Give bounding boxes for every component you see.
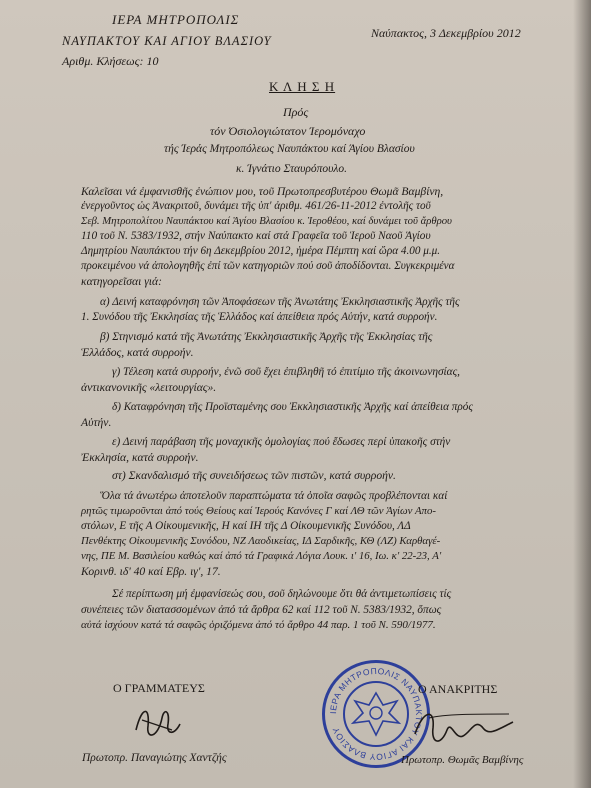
charge-a-line: 1. Συνόδου τῆς Ἐκκλησίας τῆς Ἑλλάδος καί ἀπείθεια πρός Αὐτήν, κατά συρροήν.: [81, 311, 438, 323]
protocol-number: Αριθμ. Κλήσεως: 10: [62, 54, 159, 68]
absence-line: αὐτά ἰσχύουν κατά τά σαφῶς ὁριζόμενα ἀπό τό ἄρθρο 44 παρ. 1 τοῦ Ν. 590/1977.: [81, 619, 436, 631]
law-line: ρητῶς τιμωροῦνται ἀπό τούς Θείους καί Ἱερούς Κανόνες Γ καί ΛΘ τῶν Ἁγίων Απο-: [81, 505, 436, 517]
intro-line: κατηγορεῖσαι γιά:: [81, 275, 162, 288]
stamp-emblem: [343, 681, 409, 747]
charge-e-line: Ἐκκλησία, κατά συρροήν.: [81, 451, 199, 464]
secretary-title: Ο ΓΡΑΜΜΑΤΕΥΣ: [113, 681, 205, 695]
charge-f-line: στ) Σκανδαλισμό τῆς συνειδήσεως τῶν πιστῶν, κατά συρροήν.: [112, 469, 396, 482]
charge-b-line: β) Στηνισμό κατά τῆς Ἀνωτάτης Ἐκκλησιαστικῆς Ἀρχῆς τῆς Ἐκκλησίας τῆς: [100, 331, 433, 343]
law-line: νης, ΠΕ Μ. Βασιλείου καθώς καί ἀπό τά Γραφικά Λόγια Λουκ. ι' 16, Ιω. κ' 22-23, Α': [81, 550, 442, 562]
investigator-name: Πρωτοπρ. Θωμᾶς Βαμβίνης: [401, 754, 524, 766]
recipient-line-1: τόν Όσιολογιώτατον Ίερομόναχο: [210, 124, 366, 138]
org-line-1: ΙΕΡΑ ΜΗΤΡΟΠΟΛΙΣ: [112, 12, 240, 27]
org-line-2: ΝΑΥΠΑΚΤΟΥ ΚΑΙ ΑΓΙΟΥ ΒΛΑΣΙΟΥ: [62, 34, 272, 48]
charge-c-line: γ) Τέλεση κατά συρροήν, ἐνῶ σοῦ ἔχει ἐπιβληθῆ τό ἐπιτίμιο τῆς ἀκοινωνησίας,: [112, 366, 461, 378]
law-line: στόλων, Ε τῆς Α Οἰκουμενικῆς, Η καί ΙΗ τῆς Δ Οἰκουμενικῆς Συνόδου, ΛΔ: [81, 520, 411, 532]
law-line: Ὅλα τά ἀνωτέρω ἀποτελοῦν παραπτώματα τά ὁποῖα σαφῶς προβλέπονται καί: [100, 490, 448, 502]
recipient-line-2: τής Ίεράς Μητροπόλεως Ναυπάκτου καί Άγίου Βλασίου: [164, 143, 415, 155]
document-title: Κ Λ Η Σ Η: [269, 79, 336, 94]
page-shadow-edge: [573, 0, 591, 788]
intro-line: προκειμένου νά ἀπολογηθῆς ἐπί τῶν κατηγοριῶν πού σοῦ ἀποδίδονται. Συγκεκριμένα: [81, 260, 455, 272]
place-date: Ναύπακτος, 3 Δεκεμβρίου 2012: [371, 26, 521, 40]
charge-d-line: Αὐτήν.: [81, 416, 112, 429]
intro-line: Καλεῖσαι νά ἐμφανισθῆς ἐνώπιον μου, τοῦ Πρωτοπρεσβυτέρου Θωμᾶ Βαμβίνη,: [81, 185, 444, 198]
intro-line: Σεβ. Μητροπολίτου Ναυπάκτου καί Ἁγίου Βλασίου κ. Ἱεροθέου, καί δυνάμει τοῦ ἄρθρου: [81, 215, 452, 227]
absence-line: Σέ περίπτωση μή ἐμφανίσεώς σου, σοῦ δηλώνουμε ὅτι θά ἀντιμετωπίσεις τίς: [112, 588, 452, 600]
investigator-title: Ο ΑΝΑΚΡΙΤΗΣ: [418, 682, 498, 696]
eagle-emblem-icon: [345, 683, 407, 745]
recipient-line-3: κ. Ίγνάτιο Σταυρόπουλο.: [236, 163, 348, 175]
law-line: Πενθέκτης Οἰκουμενικῆς Συνόδου, ΝΖ Λαοδικείας, ΙΔ Σαρδικῆς, ΚΘ (ΛΖ) Καρθαγέ-: [81, 535, 441, 547]
intro-line: Δημητρίου Ναυπάκτου τήν 6η Δεκεμβρίου 2012, ἡμέρα Πέμπτη καί ὥρα 4.00 μ.μ.: [81, 245, 441, 257]
intro-line: ἐνεργοῦντος ὡς Ἀνακριτοῦ, δυνάμει τῆς ὑπ' ἀριθμ. 461/26-11-2012 ἐντολῆς τοῦ: [81, 200, 431, 212]
charge-d-line: δ) Καταφρόνηση τῆς Προϊσταμένης σου Ἐκκλησιαστικῆς Ἀρχῆς καί ἀπείθεια πρός: [112, 401, 473, 413]
investigator-signature: [405, 700, 525, 756]
charge-e-line: ε) Δεινή παράβαση τῆς μοναχικῆς ὁμολογίας πού ἔδωσες περί ὑπακοῆς στήν: [112, 436, 451, 448]
law-line: Κορινθ. ιδ' 40 καί Εβρ. ιγ', 17.: [81, 565, 221, 578]
charge-c-line: ἀντικανονικῆς «λειτουργίας».: [81, 381, 217, 394]
absence-line: συνέπειες τῶν διατασσομένων ἀπό τά ἄρθρα 62 καί 112 τοῦ Ν. 5383/1932, ὅπως: [81, 604, 442, 616]
recipient-to: Πρός: [283, 105, 309, 119]
secretary-signature: [128, 700, 188, 744]
secretary-name: Πρωτοπρ. Παναγιώτης Χαντζής: [82, 752, 227, 764]
svg-text:ΙΕΡΑ ΜΗΤΡΟΠΟΛΙΣ ΝΑΥΠΑΚΤΟΥ ΚΑΙ: ΙΕΡΑ ΜΗΤΡΟΠΟΛΙΣ ΝΑΥΠΑΚΤΟΥ ΚΑΙ ΑΓΙΟΥ ΒΛΑΣΙΟΥ: [327, 665, 425, 763]
intro-line: 110 τοῦ Ν. 5383/1932, στήν Ναύπακτο καί στά Γραφεῖα τοῦ Ἱεροῦ Ναοῦ Ἁγίου: [81, 230, 431, 242]
charge-b-line: Ἑλλάδος, κατά συρροήν.: [81, 346, 194, 359]
charge-a-line: α) Δεινή καταφρόνηση τῶν Ἀποφάσεων τῆς Ἀνωτάτης Ἐκκλησιαστικῆς Ἀρχῆς τῆς: [100, 296, 460, 308]
